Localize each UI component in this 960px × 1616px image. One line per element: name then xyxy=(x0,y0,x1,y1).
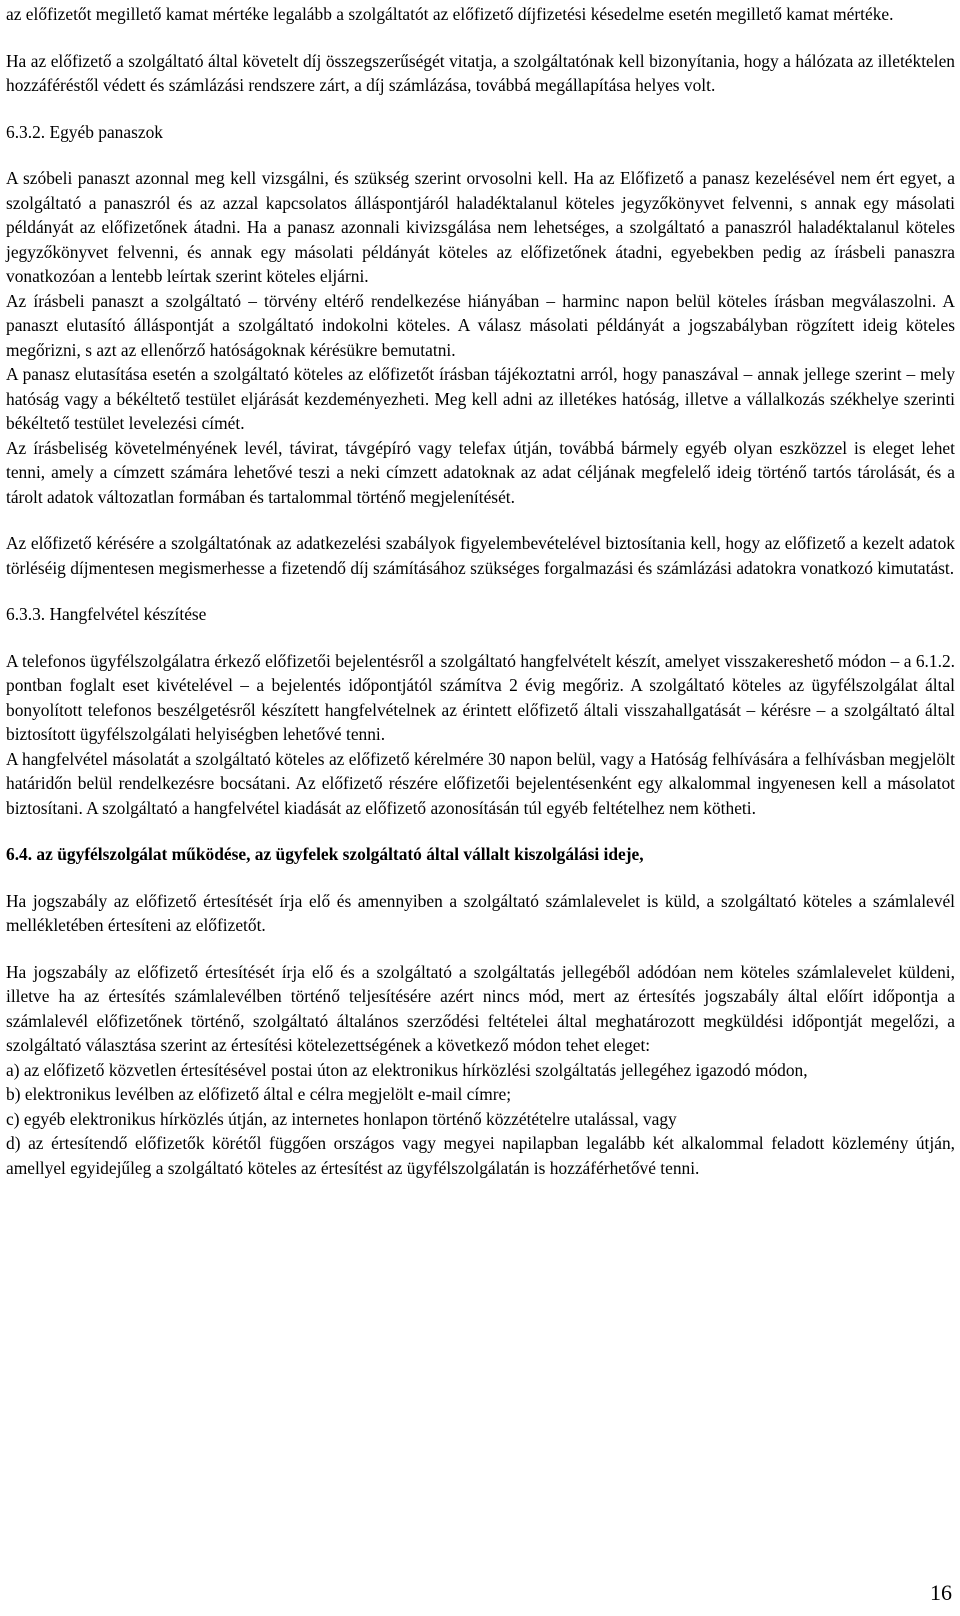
recording-copy-paragraph: A hangfelvétel másolatát a szolgáltató köteles az előfizető kérelmére 30 napon belül, vagy a Hatóság felhívására a felhívásban megjelölt határidőn belül rendelkezésre bocsátani. Az előfizető részére előfizetői bejelentésenként egy alkalommal ingyenesen kell a másolatot biztosítani. A szolgáltató a hangfelvétel kiadását az előfizető azonosításán túl egyéb feltételhez nem kötheti. xyxy=(6,748,955,818)
section-heading-633: 6.3.3. Hangfelvétel készítése xyxy=(6,604,207,624)
notification-law-paragraph-2: Ha jogszabály az előfizető értesítését írja elő és a szolgáltató a szolgáltatás jellegéből adódóan nem köteles számlalevelet küldeni, illetve ha az értesítés számlalevélben történő teljesítésére azért nincs mód, mert az értesítés jogszabály által előírt időpontja a számlalevél előfizetőnek történő, szolgáltató általános szerződési feltételei által meghatározott megküldési időpontját megelőzi, a szolgáltató választása szerint az értesítési kötelezettségének a következő módon tehet eleget: xyxy=(6,961,955,1055)
section-heading-64: 6.4. az ügyfélszolgálat működése, az ügyfelek szolgáltató által vállalt kiszolgálási ideje, xyxy=(6,844,644,864)
list-item-d: d) az értesítendő előfizetők körétől függően országos vagy megyei napilapban legalább két alkalommal feladott közlemény útján, amellyel egyidejűleg a szolgáltató köteles az értesítést az ügyfélszolgálatán is hozzáférhetővé tenni. xyxy=(6,1133,955,1178)
page-number: 16 xyxy=(930,1580,952,1605)
list-item-c: c) egyéb elektronikus hírközlés útján, az internetes honlapon történő közzétételre utalással, vagy xyxy=(6,1108,677,1129)
document-page xyxy=(6,0,955,1180)
written-complaint-paragraph: Az írásbeli panaszt a szolgáltató – törvény eltérő rendelkezése hiányában – harminc napon belül köteles írásban megválaszolni. A panaszt elutasító álláspontját a szolgáltató indokolni köteles. A válasz másolati példányát a jogszabályban rögzített ideig köteles megőrizni, s azt az ellenőrző hatóságoknak kérésükre bemutatni. xyxy=(6,290,955,360)
subscriber-request-paragraph: Az előfizető kérésére a szolgáltatónak az adatkezelési szabályok figyelembevételével biztosítania kell, hogy az előfizető a kezelt adatok törléséig díjmentesen megismerhesse a fizetendő díj számításához szükséges forgalmazási és számlázási adatokra vonatkozó kimutatást. xyxy=(6,533,955,578)
list-item-a: a) az előfizető közvetlen értesítésével postai úton az elektronikus hírközlési szolgáltatás jellegéhez igazodó módon, xyxy=(6,1059,808,1080)
writing-requirement-paragraph: Az írásbeliség követelményének levél, távirat, távgépíró vagy telefax útján, továbbá bármely egyéb olyan eszközzel is eleget lehet tenni, amely a címzett számára lehetővé teszi a neki címzett adatoknak az adat céljának megfelelő ideig történő tartós tárolását, és a tárolt adatok változatlan formában és tartalommal történő megjelenítését. xyxy=(6,437,955,507)
intro-paragraph: az előfizetőt megillető kamat mértéke legalább a szolgáltatót az előfizető díjfizetési késedelme esetén megillető kamat mértéke. xyxy=(6,4,894,24)
list-item-b: b) elektronikus levélben az előfizető által e célra megjelölt e-mail címre; xyxy=(6,1084,512,1104)
dispute-paragraph: Ha az előfizető a szolgáltató által követelt díj összegszerűségét vitatja, a szolgáltatónak kell bizonyítania, hogy a hálózata az illetéktelen hozzáféréstől védett és számlázási rendszere zárt, a díj számlázása, továbbá megállapítása helyes volt. xyxy=(6,50,955,95)
rejection-paragraph: A panasz elutasítása esetén a szolgáltató köteles az előfizetőt írásban tájékoztatni arról, hogy panaszával – annak jellege szerint – mely hatóság vagy a békéltető testület eljárását kezdeményezheti. Meg kell adni az illetékes hatóság, illetve a vállalkozás székhelye szerinti békéltető testület levelezési címét. xyxy=(6,364,955,433)
oral-complaint-paragraph: A szóbeli panaszt azonnal meg kell vizsgálni, és szükség szerint orvosolni kell. Ha az Előfizető a panasz kezelésével nem ért egyet, a szolgáltató a panaszról és az azzal kapcsolatos álláspontjáról haladéktalanul köteles jegyzőkönyvet felvenni, s annak egy másolati példányát az előfizetőnek átadni. Ha a panasz azonnali kivizsgálása nem lehetséges, a szolgáltató a panaszról haladéktalanul köteles jegyzőkönyvet felvenni, és annak egy másolati példányát köteles az előfizetőnek átadni, egyebekben pedig az írásbeli panaszra vonatkozóan a lentebb leírtak szerint köteles eljárni. xyxy=(6,168,955,286)
section-heading-632: 6.3.2. Egyéb panaszok xyxy=(6,121,163,142)
phone-recording-paragraph: A telefonos ügyfélszolgálatra érkező előfizetői bejelentésről a szolgáltató hangfelvételt készít, amelyet visszakereshető módon – a 6.1.2. pontban foglalt eset kivételével – a bejelentés időpontjától számítva 2 évig megőriz. A szolgáltató köteles az ügyfélszolgálat által bonyolított telefonos beszélgetésről készített hangfelvételnek az érintett előfizető általi visszahallgatását – kérésre – a szolgáltató által biztosított ügyfélszolgálati helyiségben lehetővé tenni. xyxy=(6,650,955,744)
notification-law-paragraph-1: Ha jogszabály az előfizető értesítését írja elő és amennyiben a szolgáltató számlalevelet is küld, a szolgáltató köteles a számlalevél mellékletében értesíteni az előfizetőt. xyxy=(6,890,955,935)
